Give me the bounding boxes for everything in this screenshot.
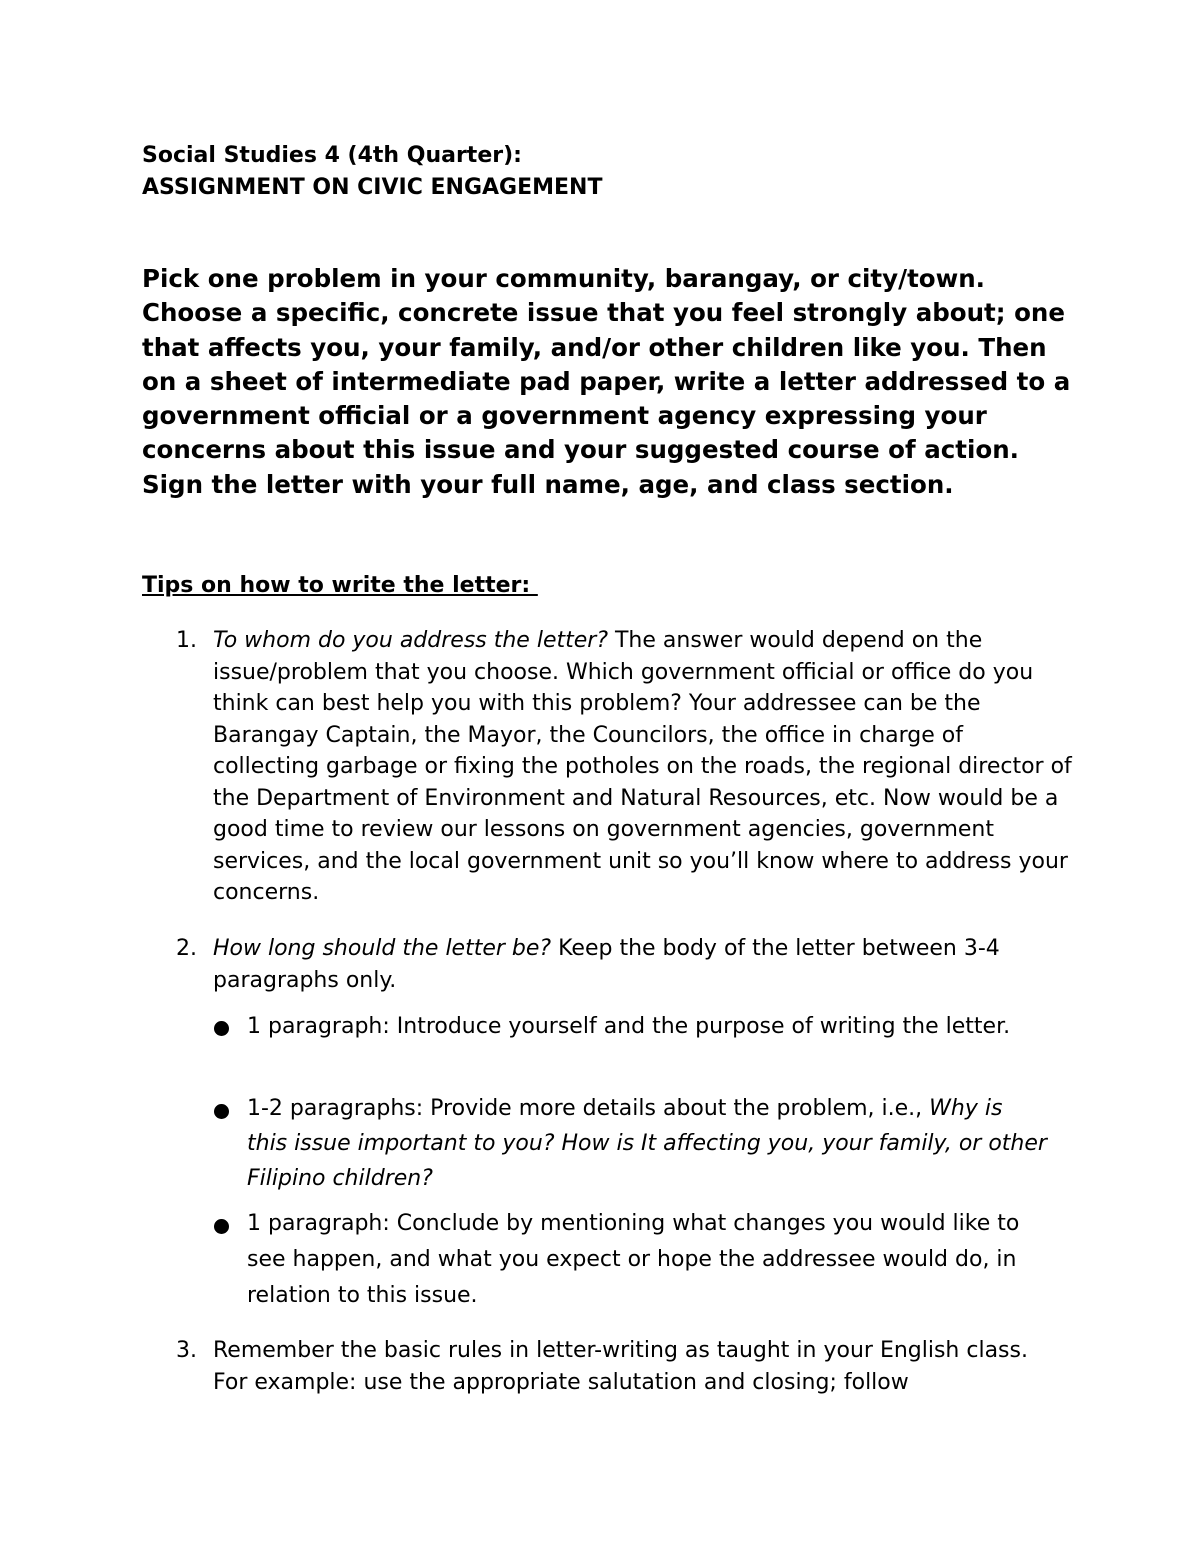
bullet-dot-icon	[214, 1219, 229, 1234]
tip-text: The answer would depend on the issue/problem that you choose. Which government official or office do you think can best help you with this problem? Your addressee can be the Barangay Captain, the Mayor, the Councilors, the office in charge of collecting garbage or fixing the potholes on the roads, the regional director of the Department of Environment and Natural Resources, etc. Now would be a good time to review our lessons on government agencies, government services, and the local government unit so you’ll know where to address your concerns.	[213, 628, 1072, 905]
tip-question: To whom do you address the letter?	[213, 628, 608, 653]
bullet-text: 1-2 paragraphs: Provide more details about the problem, i.e., Why is this issue important to you? How is It affecting you, your family, or other Filipino children?	[247, 1096, 1047, 1191]
tip-text: Keep the body of the letter between 3-4 paragraphs only.	[213, 936, 1000, 993]
document-header	[142, 140, 602, 204]
bullet-dot-icon	[214, 1104, 229, 1119]
bullet-italic-text: Why is this issue important to you? How is It affecting you, your family, or other Filipino children?	[247, 1096, 1047, 1191]
assignment-title: ASSIGNMENT ON CIVIC ENGAGEMENT	[142, 175, 603, 200]
tip-number: 1.	[176, 628, 197, 653]
tip-body: Remember the basic rules in letter-writing as taught in your English class. For example: use the appropriate salutation and closing; follow	[213, 1338, 1028, 1395]
course-title: Social Studies 4 (4th Quarter):	[142, 143, 522, 168]
bullet-text: 1 paragraph: Introduce yourself and the purpose of writing the letter.	[247, 1014, 1011, 1039]
tip-number: 2.	[176, 936, 197, 961]
assignment-instructions: Pick one problem in your community, barangay, or city/town. Choose a specific, concrete issue that you feel strongly about; one that affects you, your family, and/or other children like you. Then on a sheet of intermediate pad paper, write a letter addressed to a government official or a government agency expressing your concerns about this issue and your suggested course of action. Sign the letter with your full name, age, and class section.	[142, 264, 1071, 499]
bullet-text: 1 paragraph: Conclude by mentioning what changes you would like to see happen, and what you expect or hope the addressee would do, in relation to this issue.	[247, 1211, 1020, 1308]
tip-question: How long should the letter be?	[213, 936, 552, 961]
tip-body	[213, 933, 1053, 996]
tip-number: 3.	[176, 1338, 197, 1363]
tips-heading: Tips on how to write the letter:	[142, 573, 538, 598]
tip-body	[213, 625, 1073, 909]
bullet-dot-icon	[214, 1021, 229, 1036]
